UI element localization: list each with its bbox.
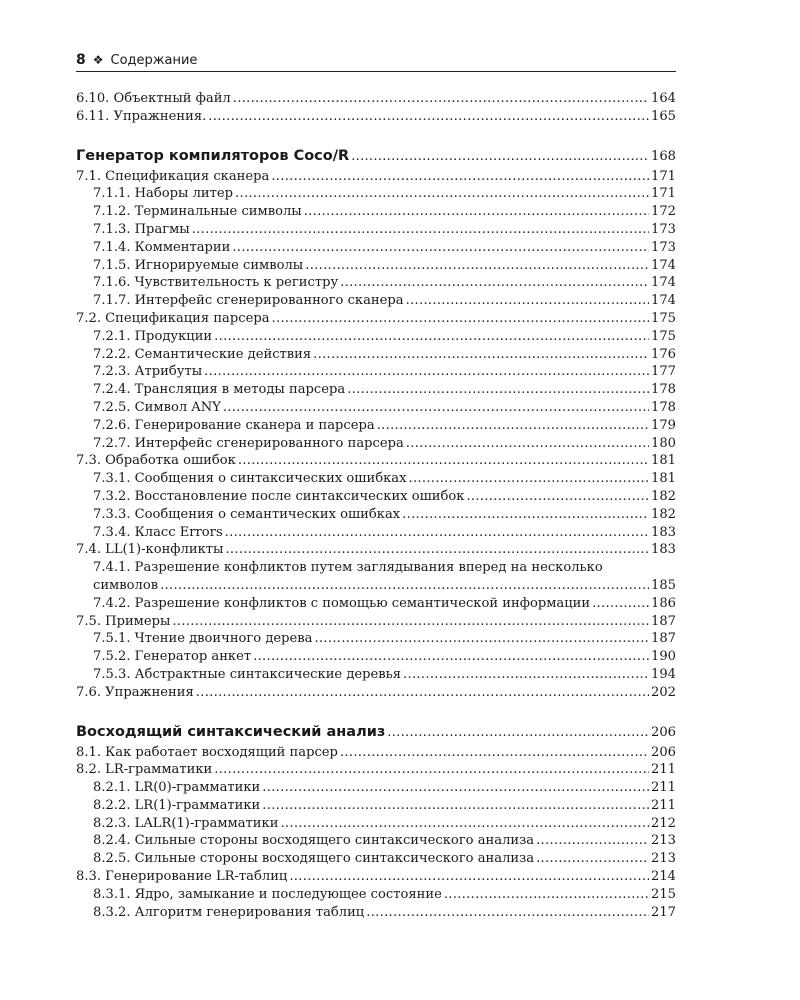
toc-entry[interactable]: [76, 108, 676, 126]
dot-leader: [592, 595, 649, 613]
ornament-icon: ❖: [92, 53, 104, 67]
dot-leader: [225, 541, 649, 559]
toc-entry-text: 7.1.1. Наборы литер: [93, 186, 234, 202]
toc-page-number: 202: [651, 684, 676, 700]
toc-entry[interactable]: [76, 613, 676, 631]
dot-leader: [377, 417, 649, 435]
toc-entry[interactable]: [76, 435, 676, 453]
toc-entry-text: 8.3.2. Алгоритм генерирования таблиц: [93, 904, 365, 920]
toc-entry[interactable]: [76, 541, 676, 559]
toc-entry-text: 7.1. Спецификация сканера: [76, 168, 270, 184]
toc-page-number: 173: [651, 239, 676, 255]
dot-leader: [280, 815, 649, 833]
dot-leader: [408, 470, 649, 488]
toc-page-number: 213: [651, 851, 676, 867]
toc-entry[interactable]: [76, 274, 676, 292]
toc-entry-text: 7.1.7. Интерфейс сгенерированного сканера: [93, 293, 404, 309]
toc-entry-text: 7.3.4. Класс Errors: [93, 524, 223, 540]
toc-page-number: 214: [651, 869, 676, 885]
dot-leader: [223, 399, 649, 417]
toc-entry-text: 7.3.2. Восстановление после синтаксических ошибок: [93, 488, 465, 504]
toc-page-number: 165: [651, 108, 676, 124]
toc-entry[interactable]: [76, 832, 676, 850]
toc-page-number: 182: [651, 488, 676, 504]
dot-leader: [214, 761, 649, 779]
dot-leader: [313, 346, 649, 364]
toc-entry-text: 7.2.7. Интерфейс сгенерированного парсера: [93, 435, 404, 451]
toc-page-number: 175: [651, 328, 676, 344]
toc-entry[interactable]: [76, 761, 676, 779]
toc-entry[interactable]: [76, 168, 676, 186]
dot-leader: [304, 203, 649, 221]
toc-entry-text: 7.2.2. Семантические действия: [93, 346, 312, 362]
toc-entry[interactable]: [76, 310, 676, 328]
toc-page-number: 215: [651, 886, 676, 902]
toc-page-number: 174: [651, 257, 676, 273]
dot-leader: [160, 577, 649, 595]
table-of-contents: [76, 90, 676, 921]
toc-page-number: 171: [651, 186, 676, 202]
toc-entry[interactable]: [76, 488, 676, 506]
toc-page-number: 217: [651, 904, 676, 920]
toc-page-number: 186: [651, 595, 676, 611]
toc-entry-text: 8.2.4. Сильные стороны восходящего синтаксического анализа: [93, 833, 535, 849]
dot-leader: [347, 381, 649, 399]
toc-entry[interactable]: [76, 399, 676, 417]
dot-leader: [340, 744, 649, 762]
toc-entry[interactable]: [76, 239, 676, 257]
toc-entry[interactable]: [76, 868, 676, 886]
toc-page-number: 206: [651, 724, 676, 740]
toc-page-number: 213: [651, 833, 676, 849]
toc-entry-text: 7.5. Примеры: [76, 613, 171, 629]
toc-page-number: 187: [651, 631, 676, 647]
toc-entry[interactable]: [76, 203, 676, 221]
toc-entry[interactable]: [76, 221, 676, 239]
toc-entry[interactable]: [76, 630, 676, 648]
toc-entry[interactable]: [76, 90, 676, 108]
toc-entry[interactable]: [76, 328, 676, 346]
dot-leader: [289, 868, 649, 886]
toc-entry-text: 8.2. LR-грамматики: [76, 762, 213, 778]
dot-leader: [402, 506, 649, 524]
dot-leader: [387, 721, 649, 745]
toc-entry-text: 7.2.4. Трансляция в методы парсера: [93, 382, 346, 398]
toc-entry[interactable]: [76, 779, 676, 797]
toc-entry[interactable]: [76, 886, 676, 904]
dot-leader: [172, 613, 649, 631]
toc-entry-text: 7.1.3. Прагмы: [93, 221, 190, 237]
toc-entry-text: 8.2.5. Сильные стороны восходящего синтаксического анализа: [93, 851, 535, 867]
toc-entry[interactable]: [76, 815, 676, 833]
toc-page-number: 168: [651, 148, 676, 164]
toc-page-number: 183: [651, 524, 676, 540]
dot-leader: [366, 904, 649, 922]
toc-page-number: 171: [651, 168, 676, 184]
dot-leader: [536, 850, 649, 868]
toc-entry-text: 7.2.3. Атрибуты: [93, 364, 203, 380]
toc-entry-text: 7.3.1. Сообщения о синтаксических ошибках: [93, 471, 407, 487]
page-number: 8: [76, 52, 86, 68]
toc-entry[interactable]: [76, 904, 676, 922]
toc-entry[interactable]: [76, 363, 676, 381]
dot-leader: [536, 832, 649, 850]
dot-leader: [238, 452, 649, 470]
toc-page-number: 174: [651, 293, 676, 309]
dot-leader: [305, 257, 649, 275]
toc-entry[interactable]: [76, 648, 676, 666]
toc-page-number: 172: [651, 204, 676, 220]
toc-entry-text: 8.2.3. LALR(1)-грамматики: [93, 815, 279, 831]
dot-leader: [253, 648, 649, 666]
toc-entry-text: символов: [93, 577, 159, 593]
dot-leader: [351, 145, 649, 169]
toc-entry-text: 7.5.1. Чтение двоичного дерева: [93, 631, 313, 647]
dot-leader: [406, 292, 649, 310]
toc-chapter[interactable]: [76, 720, 676, 744]
toc-entry[interactable]: [76, 257, 676, 275]
dot-leader: [444, 886, 649, 904]
dot-leader: [403, 666, 649, 684]
toc-entry[interactable]: [76, 595, 676, 613]
dot-leader: [225, 524, 649, 542]
dot-leader: [214, 328, 649, 346]
toc-entry-text: 7.4. LL(1)-конфликты: [76, 542, 224, 558]
dot-leader: [340, 274, 649, 292]
toc-entry-text: Восходящий синтаксический анализ: [76, 723, 386, 740]
toc-entry-text: 6.10. Объектный файл: [76, 91, 231, 106]
toc-page-number: 176: [651, 346, 676, 362]
header-rule: [76, 71, 676, 72]
toc-page-number: 183: [651, 542, 676, 558]
toc-entry[interactable]: [76, 470, 676, 488]
dot-leader: [235, 185, 649, 203]
toc-entry-text: 7.6. Упражнения: [76, 684, 194, 700]
toc-entry[interactable]: [76, 524, 676, 542]
toc-entry[interactable]: [76, 292, 676, 310]
dot-leader: [271, 168, 649, 186]
toc-page-number: 179: [651, 417, 676, 433]
toc-page-number: 212: [651, 815, 676, 831]
toc-entry[interactable]: [76, 797, 676, 815]
toc-entry-text: 7.2.5. Символ ANY: [93, 399, 221, 415]
toc-entry-text: 8.2.2. LR(1)-грамматики: [93, 797, 261, 813]
toc-page-number: 190: [651, 649, 676, 665]
toc-entry-text: 8.3. Генерирование LR-таблиц: [76, 869, 288, 885]
toc-entry-text: 7.3. Обработка ошибок: [76, 453, 236, 469]
toc-entry[interactable]: [76, 744, 676, 762]
toc-entry-text: 7.1.6. Чувствительность к регистру: [93, 275, 339, 291]
toc-page-number: 177: [651, 364, 676, 380]
toc-entry-text: 7.4.2. Разрешение конфликтов с помощью семантической информации: [93, 595, 591, 611]
toc-entry-text: 7.1.5. Игнорируемые символы: [93, 257, 304, 273]
toc-entry[interactable]: [76, 381, 676, 399]
dot-leader: [233, 90, 649, 108]
toc-page-number: 211: [651, 762, 676, 778]
dot-leader: [272, 310, 649, 328]
toc-page-number: 181: [651, 471, 676, 487]
toc-page-number: 173: [651, 221, 676, 237]
running-header: [76, 50, 676, 70]
toc-page-number: 211: [651, 780, 676, 796]
toc-entry[interactable]: [76, 452, 676, 470]
toc-entry[interactable]: [76, 684, 676, 702]
toc-entry-text: 7.5.3. Абстрактные синтаксические деревья: [93, 666, 402, 682]
toc-entry[interactable]: [76, 666, 676, 684]
toc-page-number: 178: [651, 399, 676, 415]
toc-page-number: 211: [651, 797, 676, 813]
toc-page-number: 164: [651, 91, 676, 106]
toc-chapter[interactable]: [76, 144, 676, 168]
toc-entry-text: 6.11. Упражнения.: [76, 108, 207, 124]
dot-leader: [262, 797, 649, 815]
header-title: Содержание: [110, 52, 198, 68]
dot-leader: [466, 488, 649, 506]
toc-entry-text: 7.2.1. Продукции: [93, 328, 213, 344]
toc-page-number: 174: [651, 275, 676, 291]
toc-entry-text: 7.4.1. Разрешение конфликтов путем заглядывания вперед на несколько: [93, 560, 603, 576]
dot-leader: [208, 108, 649, 126]
toc-entry[interactable]: [76, 577, 676, 595]
toc-entry[interactable]: [76, 850, 676, 868]
toc-page-number: 206: [651, 744, 676, 760]
dot-leader: [204, 363, 649, 381]
toc-entry-text: 7.5.2. Генератор анкет: [93, 649, 252, 665]
toc-page-number: 182: [651, 506, 676, 522]
toc-page-number: 194: [651, 666, 676, 682]
toc-entry-text: Генератор компиляторов Coco/R: [76, 147, 350, 164]
toc-page-number: 181: [651, 453, 676, 469]
toc-page-number: 185: [651, 577, 676, 593]
toc-entry-text: 7.2.6. Генерирование сканера и парсера: [93, 417, 375, 433]
toc-page-number: 180: [651, 435, 676, 451]
dot-leader: [192, 221, 649, 239]
toc-entry[interactable]: [76, 506, 676, 524]
toc-entry[interactable]: [76, 417, 676, 435]
toc-entry-text: 8.1. Как работает восходящий парсер: [76, 744, 338, 760]
dot-leader: [314, 630, 649, 648]
dot-leader: [196, 684, 649, 702]
dot-leader: [262, 779, 649, 797]
toc-page-number: 175: [651, 310, 676, 326]
toc-page-number: 178: [651, 382, 676, 398]
toc-entry[interactable]: [76, 346, 676, 364]
toc-entry[interactable]: [76, 185, 676, 203]
toc-entry-text: 7.2. Спецификация парсера: [76, 310, 270, 326]
toc-page-number: 187: [651, 613, 676, 629]
toc-entry-text: 7.3.3. Сообщения о семантических ошибках: [93, 506, 401, 522]
toc-entry-text: 7.1.4. Комментарии: [93, 239, 231, 255]
dot-leader: [232, 239, 649, 257]
toc-entry-text: 8.2.1. LR(0)-грамматики: [93, 780, 261, 796]
toc-entry-text: 7.1.2. Терминальные символы: [93, 204, 302, 220]
dot-leader: [406, 435, 649, 453]
toc-entry-text: 8.3.1. Ядро, замыкание и последующее состояние: [93, 886, 442, 902]
